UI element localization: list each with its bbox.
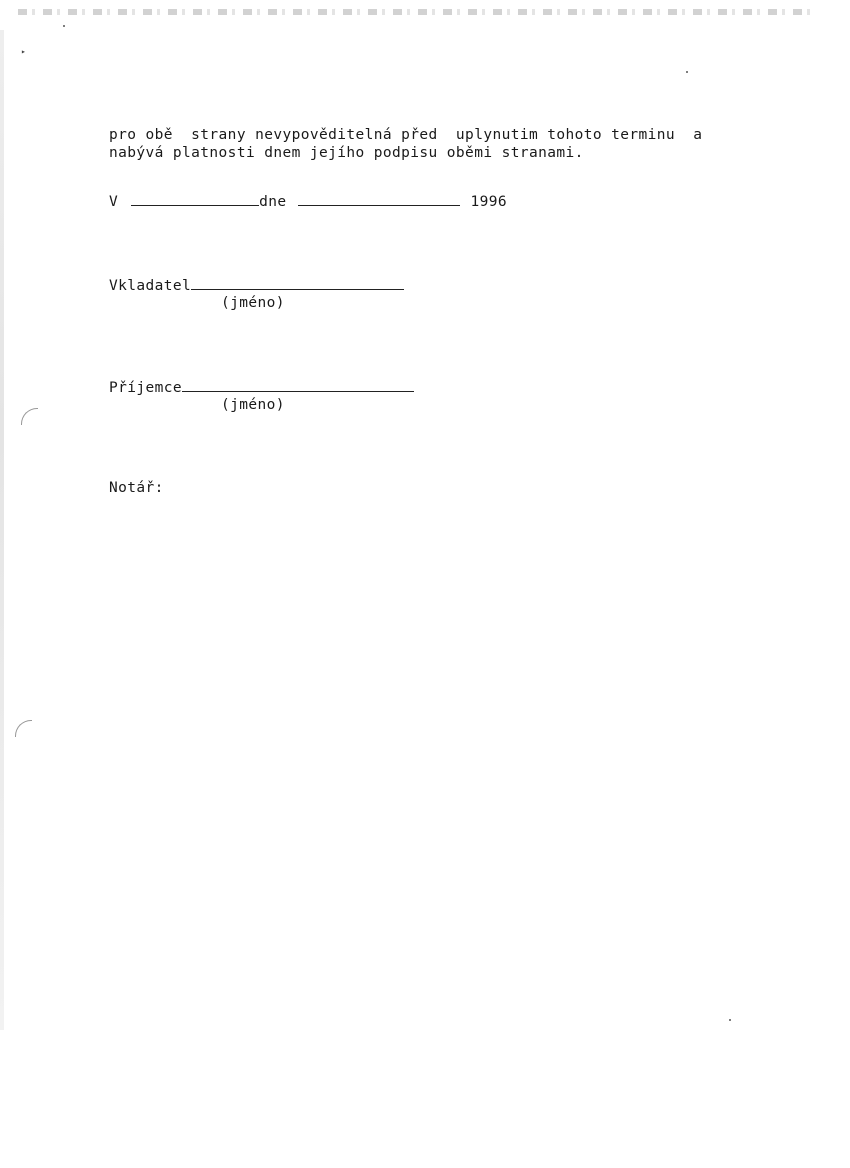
date-label: dne: [259, 194, 287, 210]
place-prefix: V: [109, 194, 119, 210]
scan-left-edge: [0, 30, 4, 1030]
notary-label: Notář:: [109, 480, 164, 496]
scan-mark: ▸: [21, 47, 26, 56]
scan-artifact: [15, 720, 32, 737]
paragraph-line-2: nabývá platnosti dnem jejího podpisu oběmi stranami.: [109, 145, 584, 161]
place-date-row: [109, 193, 507, 211]
recipient-label: Příjemce: [109, 380, 183, 396]
depositor-signature-line: [191, 276, 404, 290]
depositor-caption: (jméno): [221, 295, 285, 311]
paragraph-line-1: pro obě strany nevypověditelná před uplynutim tohoto terminu a: [109, 127, 703, 143]
date-blank: [298, 193, 460, 206]
scan-speck: [686, 71, 688, 73]
place-blank: [131, 193, 259, 206]
scan-artifact: [21, 408, 38, 425]
depositor-label: Vkladatel: [109, 278, 192, 294]
scan-speck: [63, 25, 65, 27]
year: 1996: [470, 194, 508, 210]
scan-speck: [729, 1019, 731, 1021]
depositor-row: [109, 276, 404, 295]
recipient-caption: (jméno): [221, 397, 285, 413]
recipient-signature-line: [182, 378, 414, 392]
recipient-row: [109, 378, 414, 397]
scan-top-edge: [18, 9, 813, 15]
